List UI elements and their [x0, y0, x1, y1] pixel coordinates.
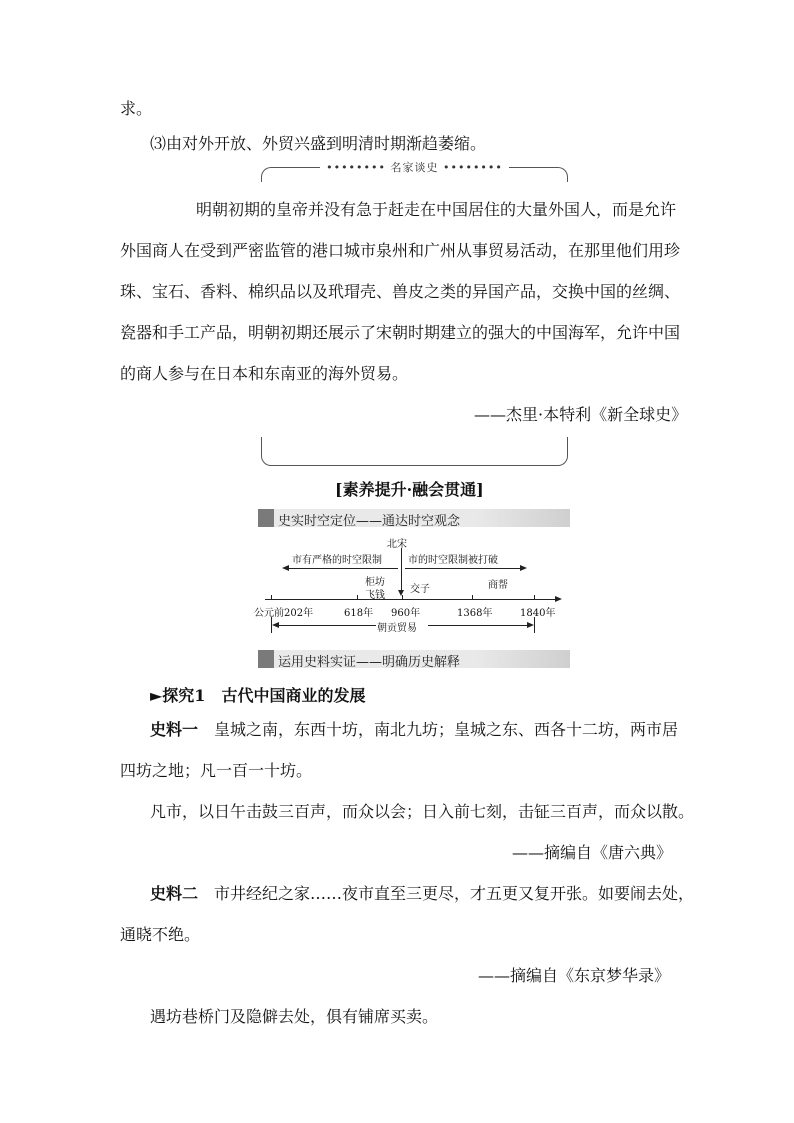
- timeline-label-tribute: 朝贡贸易: [377, 623, 417, 634]
- sl1-source: ——摘编自《唐六典》: [512, 843, 673, 862]
- quote-line-3: 珠、宝石、香料、棉织品以及玳瑁壳、兽皮之类的异国产品，交换中国的丝绸、: [120, 282, 681, 301]
- explore-title: ►探究1 古代中国商业的发展: [150, 686, 366, 705]
- banner-label: 运用史料实证——明确历史解释: [278, 655, 461, 670]
- axis-arrow-icon: [555, 596, 562, 602]
- timeline-label-jiaozi: 交子: [410, 584, 430, 595]
- sl1-line-3: 凡市，以日午击鼓三百声，而众以会；日入前七刻，击钲三百声，而众以散。: [150, 802, 695, 821]
- quote-line-2: 外国商人在受到严密监管的港口城市泉州和广州从事贸易活动，在那里他们用珍: [120, 241, 681, 260]
- last-line: 遇坊巷桥门及隐僻去处，俱有铺席买卖。: [150, 1007, 439, 1026]
- tribute-line-left: [278, 625, 376, 626]
- quote-line-1: 明朝初期的皇帝并没有急于赶走在中国居住的大量外国人，而是允许: [196, 200, 677, 219]
- sl2-source: ——摘编自《东京梦华录》: [478, 966, 671, 985]
- quote-box-bottom: [261, 437, 568, 466]
- arrow-left-icon: [282, 565, 289, 571]
- sl1-line-2: 四坊之地；凡一百一十坊。: [120, 761, 313, 780]
- tribute-line-right: [428, 625, 527, 626]
- banner-evidence: [258, 650, 570, 668]
- timeline-diagram: [250, 535, 570, 635]
- text-line-point-3: ⑶由对外开放、外贸兴盛到明清时期渐趋萎缩。: [150, 134, 487, 153]
- banner-square-icon: [258, 509, 274, 527]
- timeline-label-right: 市的时空限制被打破: [408, 555, 498, 566]
- quote-box-top: [261, 161, 568, 182]
- sl2-line-1: 史料二 市井经纪之家……夜市直至三更尽，才五更又复开张。如要闹去处，: [150, 884, 695, 903]
- quote-source: ——杰里·本特利《新全球史》: [474, 405, 688, 424]
- timeline-label-feiqian: 飞钱: [365, 590, 385, 601]
- text-line-continuation: 求。: [120, 99, 153, 118]
- timeline-main-axis: [265, 599, 555, 600]
- sl2-line-2: 通晓不绝。: [120, 925, 201, 944]
- timeline-label-beisong: 北宋: [387, 539, 407, 550]
- timeline-label-left: 市有严格的时空限制: [292, 555, 382, 566]
- quote-box-title: •••••••• 名家谈史 ••••••••: [320, 161, 509, 174]
- sl1-label: 史料一: [150, 720, 199, 739]
- banner-spacetime: [258, 509, 570, 527]
- timeline-divider-arrow-icon: [398, 590, 404, 596]
- section-title: [素养提升·融会贯通]: [335, 480, 484, 499]
- timeline-date-2: 960年: [391, 608, 421, 619]
- quote-line-4: 瓷器和手工产品，明朝初期还展示了宋朝时期建立的强大的中国海军，允许中国: [120, 323, 681, 342]
- banner-label: 史实时空定位——通达时空观念: [278, 514, 461, 529]
- timeline-date-1: 618年: [344, 608, 374, 619]
- arrow-right-icon: [527, 622, 534, 628]
- timeline-arrow-left-line: [288, 568, 398, 569]
- timeline-label-shangbang: 商帮: [488, 580, 508, 591]
- sl1-line-1: 史料一 皇城之南，东西十坊，南北九坊；皇城之东、西各十二坊，两市居: [150, 720, 679, 739]
- arrow-left-icon: [272, 622, 279, 628]
- timeline-date-4: 1840年: [520, 608, 556, 619]
- timeline-divider: [401, 548, 402, 591]
- banner-square-icon: [258, 650, 274, 668]
- timeline-arrow-right-line: [405, 568, 520, 569]
- timeline-label-guifang: 柜坊: [365, 577, 385, 588]
- quote-line-5: 的商人参与在日本和东南亚的海外贸易。: [120, 364, 409, 383]
- sl2-label: 史料二: [150, 884, 199, 903]
- timeline-date-0: 公元前202年: [254, 608, 314, 619]
- arrow-right-icon: [520, 565, 527, 571]
- timeline-date-3: 1368年: [457, 608, 493, 619]
